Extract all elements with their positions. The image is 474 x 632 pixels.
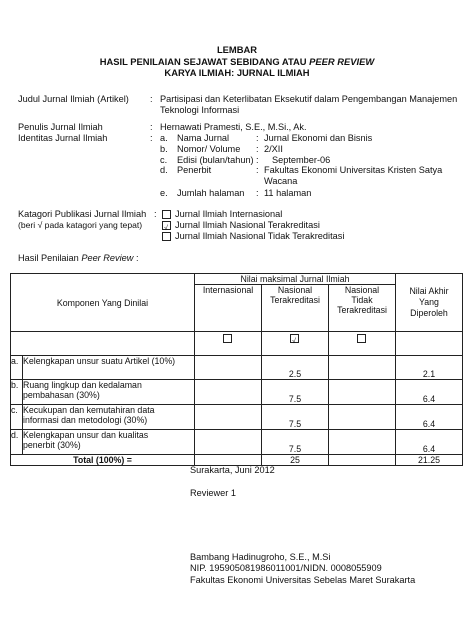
identitas-e-letter: e. [160,188,168,198]
table-total-row [11,455,463,466]
judul-colon: : [150,94,153,104]
col-internasional-header [195,285,262,332]
identitas-b-letter: b. [160,144,168,154]
row-nasional: 2.5 [262,356,329,380]
row-text [23,356,195,380]
row-text-2: informasi dan metodologi (30%) [23,415,148,425]
identitas-d-value: Fakultas Ekonomi Universitas Kristen Satya [264,165,443,175]
checkmark-icon: √ [292,338,296,345]
row-text-1: Kelengkapan unsur suatu Artikel (10%) [23,356,176,366]
row-text-2: penerbit (30%) [23,440,81,450]
total-internasional [195,455,262,466]
title-line-2-italic: PEER REVIEW [309,56,375,67]
row-text-1: Ruang lingkup dan kedalaman [23,380,142,390]
col-tidak-line-2: Tidak [351,295,373,305]
table-row [11,380,463,405]
identitas-a-value: Jurnal Ekonomi dan Bisnis [264,133,373,143]
total-akhir: 21.25 [396,455,463,466]
checkmark-icon: √ [164,225,168,232]
reviewer-fakultas: Fakultas Ekonomi Universitas Sebelas Maret Surakarta [190,575,416,585]
kategori-label: Katagori Publikasi Jurnal Ilmiah [18,209,147,219]
row-tidak [329,430,396,455]
row-text [23,405,195,430]
kategori-checkbox-nasional-terakreditasi[interactable] [162,221,171,230]
identitas-d-letter: d. [160,165,168,175]
total-label: Total (100%) = [11,455,195,466]
identitas-label: Identitas Jurnal Ilmiah [18,133,108,143]
row-internasional [195,380,262,405]
row-nasional: 7.5 [262,405,329,430]
row-akhir: 6.4 [396,380,463,405]
nilai-akhir-line-1: Nilai Akhir [409,286,449,296]
kategori-option-nasional-tidak: Jurnal Ilmiah Nasional Tidak Terakreditasi [175,231,345,241]
nilai-akhir-header [396,274,463,332]
reviewer-nip: NIP. 195905081986011001/NIDN. 0008055909 [190,563,382,573]
judul-label: Judul Jurnal Ilmiah (Artikel) [18,94,129,104]
internasional-checkbox[interactable] [223,334,232,343]
reviewer-label: Reviewer 1 [190,488,236,498]
komponen-header: Komponen Yang Dinilai [11,274,195,332]
nasional-checkbox[interactable] [290,334,299,343]
identitas-b-colon: : [256,144,259,154]
judul-value-1: Partisipasi dan Keterlibatan Eksekutif dalam Pengembangan Manajemen [160,94,458,104]
hasil-italic: Peer Review [81,253,134,263]
reviewer-name: Bambang Hadinugroho, S.E., M.Si [190,552,331,562]
nilai-akhir-line-3: Diperoleh [410,308,448,318]
title-line-1: LEMBAR [216,44,258,55]
hasil-suffix: : [133,253,139,263]
row-letter: b. [11,380,23,405]
akhir-check-spacer [396,332,463,356]
identitas-a-label: Nama Jurnal [177,133,230,143]
identitas-c-colon: : [256,155,259,165]
tidak-checkbox[interactable] [357,334,366,343]
identitas-b-value: 2/XII [264,144,283,154]
hasil-penilaian-label [18,253,139,263]
identitas-d-label: Penerbit [177,165,212,175]
row-text-1: Kelengkapan unsur dan kualitas [23,430,149,440]
col-nasional-header [262,285,329,332]
identitas-c-label: Edisi (bulan/tahun) [177,155,254,165]
hasil-prefix: Hasil Penilaian [18,253,82,263]
identitas-d-colon: : [256,165,259,175]
row-text [23,380,195,405]
col-nasional-line-1: Nasional [277,285,313,295]
identitas-a-letter: a. [160,133,168,143]
row-akhir: 2.1 [396,356,463,380]
identitas-c-value: September-06 [272,155,331,165]
row-tidak [329,356,396,380]
row-nasional: 7.5 [262,430,329,455]
total-nasional: 25 [262,455,329,466]
col-tidak-line-3: Terakreditasi [337,305,387,315]
identitas-e-label: Jumlah halaman [177,188,245,198]
identitas-e-value: 11 halaman [264,188,312,198]
kategori-hint: (beri √ pada katagori yang tepat) [18,220,143,230]
identitas-c-letter: c. [160,155,168,165]
penulis-label: Penulis Jurnal Ilmiah [18,122,103,132]
title-line-2 [0,56,474,67]
row-nasional: 7.5 [262,380,329,405]
row-text [23,430,195,455]
identitas-d-value-2: Wacana [264,176,298,186]
kategori-checkbox-internasional[interactable] [162,210,171,219]
nasional-check-cell [262,332,329,356]
col-tidak-line-1: Nasional [344,285,380,295]
row-akhir: 6.4 [396,430,463,455]
table-row [11,430,463,455]
col-nasional-line-2: Terakreditasi [270,295,320,305]
col-tidak-header [329,285,396,332]
identitas-b-label: Nomor/ Volume [177,144,241,154]
kategori-checkbox-nasional-tidak[interactable] [162,232,171,241]
row-internasional [195,430,262,455]
judul-value-2: Teknologi Informasi [160,105,240,115]
komponen-header-spacer [11,332,195,356]
table-row [11,356,463,380]
row-internasional [195,405,262,430]
tidak-check-cell [329,332,396,356]
identitas-e-colon: : [256,188,259,198]
place-date: Surakarta, Juni 2012 [190,465,275,475]
identitas-a-colon: : [256,133,259,143]
title-line-2-text: HASIL PENILAIAN SEJAWAT SEBIDANG ATAU [99,56,310,67]
row-internasional [195,356,262,380]
nilai-akhir-line-2: Yang [419,297,439,307]
row-tidak [329,380,396,405]
penulis-value: Hernawati Pramesti, S.E., M.Si., Ak. [160,122,307,132]
total-tidak [329,455,396,466]
row-letter: a. [11,356,23,380]
nilai-max-header: Nilai maksimal Jurnal Ilmiah [195,274,396,285]
row-text-1: Kecukupan dan kemutahiran data [23,405,155,415]
row-letter: d. [11,430,23,455]
kategori-option-internasional: Jurnal Ilmiah Internasional [175,209,283,219]
row-letter: c. [11,405,23,430]
kategori-colon: : [154,209,157,219]
col-internasional-label: Internasional [202,285,254,295]
review-table [10,273,463,466]
row-akhir: 6.4 [396,405,463,430]
table-row [11,405,463,430]
identitas-colon: : [150,133,153,143]
penulis-colon: : [150,122,153,132]
row-tidak [329,405,396,430]
internasional-check-cell [195,332,262,356]
row-text-2: pembahasan (30%) [23,390,100,400]
kategori-option-nasional-terakreditasi: Jurnal Ilmiah Nasional Terakreditasi [175,220,320,230]
title-line-3: KARYA ILMIAH: JURNAL ILMIAH [164,67,310,78]
